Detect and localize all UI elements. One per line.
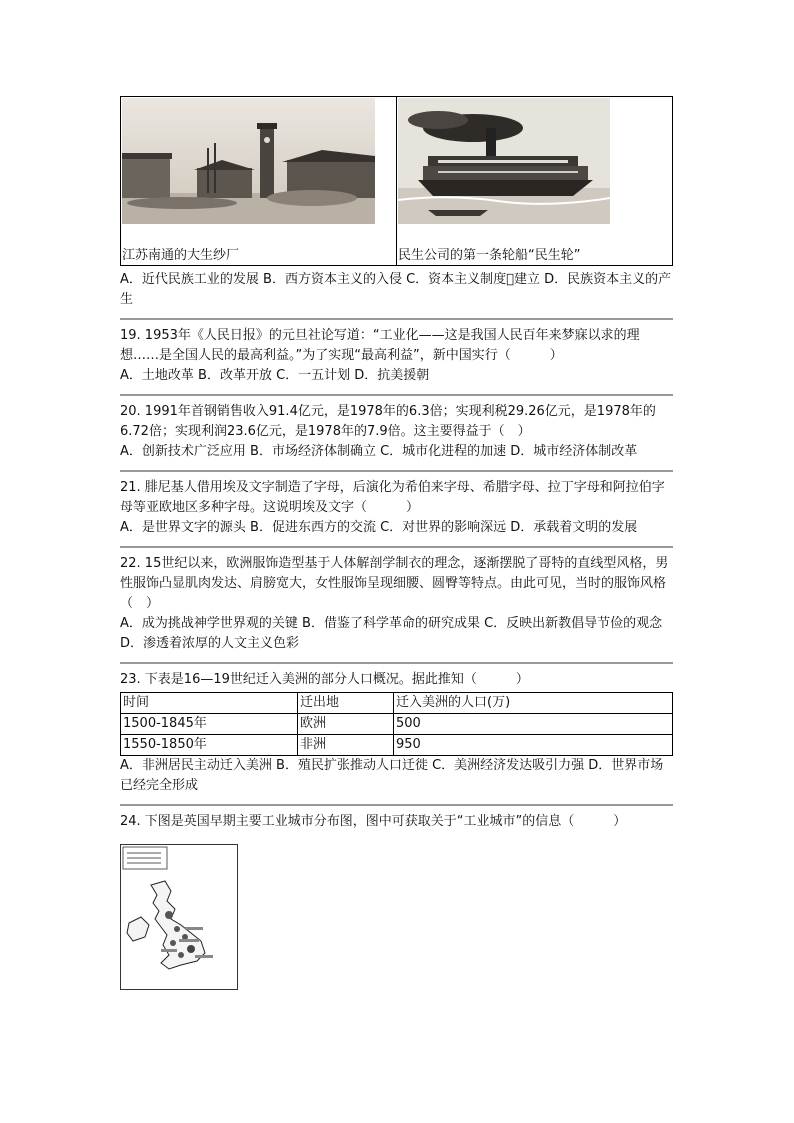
migration-table — [120, 692, 673, 756]
question-22 — [120, 546, 673, 654]
uk-map-drawing — [121, 845, 237, 989]
dasheng-factory-photo — [122, 98, 375, 224]
question-20 — [120, 394, 673, 462]
table-cell: 1550-1850年 — [121, 735, 298, 756]
q23-options: A．非洲居民主动迁入美洲 B．殖民扩张推动人口迁徙 C．美洲经济发达吸引力强 D．世界市场已经完全形成 — [120, 758, 664, 793]
caption-minsheng: 民生公司的第一条轮船“民生轮” — [398, 248, 581, 263]
q21-stem: 21. 腓尼基人借用埃及文字制造了字母，后演化为希伯来字母、希腊字母、拉丁字母和阿拉伯字母等亚欧地区多种字母。这说明埃及文字（ ） — [120, 480, 665, 515]
q20-options: A．创新技术广泛应用 B．市场经济体制确立 C．城市化进程的加速 D．城市经济体制改革 — [120, 444, 638, 459]
table-header-row — [121, 693, 673, 714]
caption-dasheng: 江苏南通的大生纱厂 — [122, 248, 240, 263]
question-23 — [120, 662, 673, 796]
q20-stem: 20. 1991年首钢销售收入91.4亿元，是1978年的6.3倍；实现利税29.26亿元，是1978年的6.72倍；实现利润23.6亿元，是1978年的7.9倍。这主要得益于（ ） — [120, 404, 656, 439]
q22-stem: 22. 15世纪以来，欧洲服饰造型基于人体解剖学制衣的理念，逐渐摆脱了哥特的直线型风格，男性服饰凸显肌肉发达、肩膀宽大，女性服饰呈现细腰、圆臀等特点。由此可见，当时的服饰风格（ ） — [120, 556, 669, 611]
table-row — [121, 735, 673, 756]
photo-cell-dasheng — [121, 97, 397, 266]
table-row — [121, 714, 673, 735]
question-21 — [120, 470, 673, 538]
table-header-cell: 迁出地 — [298, 693, 394, 714]
uk-industrial-cities-map — [120, 844, 238, 990]
table-cell: 950 — [394, 735, 673, 756]
photo-table — [120, 96, 673, 266]
photo-cell-minsheng — [397, 97, 673, 266]
q21-options: A．是世界文字的源头 B．促进东西方的交流 C．对世界的影响深远 D．承载着文明的发展 — [120, 520, 638, 535]
table-cell: 欧洲 — [298, 714, 394, 735]
q23-stem: 23. 下表是16—19世纪迁入美洲的部分人口概况。据此推知（ ） — [120, 672, 529, 687]
question-19 — [120, 318, 673, 386]
q18-options: A．近代民族工业的发展 B．西方资本主义的入侵 C．资本主义制度 建立 D．民族资本主义的产生 — [120, 272, 672, 307]
q24-stem: 24. 下图是英国早期主要工业城市分布图，图中可获取关于“工业城市”的信息（ ） — [120, 814, 627, 829]
table-header-cell: 时间 — [121, 693, 298, 714]
table-cell: 非洲 — [298, 735, 394, 756]
question-24 — [120, 804, 673, 990]
q19-options: A．土地改革 B．改革开放 C．一五计划 D．抗美援朝 — [120, 368, 430, 383]
page-content — [120, 96, 673, 990]
table-cell: 500 — [394, 714, 673, 735]
q19-stem: 19. 1953年《人民日报》的元旦社论写道：“工业化——这是我国人民百年来梦寐以求的理想……是全国人民的最高利益。”为了实现“最高利益”，新中国实行（ ） — [120, 328, 640, 363]
minsheng-steamship-photo — [398, 98, 610, 224]
table-cell: 1500-1845年 — [121, 714, 298, 735]
q22-options: A．成为挑战神学世界观的关键 B．借鉴了科学革命的研究成果 C．反映出新教倡导节俭的观念 D．渗透着浓厚的人文主义色彩 — [120, 616, 663, 651]
table-header-cell: 迁入美洲的人口(万) — [394, 693, 673, 714]
